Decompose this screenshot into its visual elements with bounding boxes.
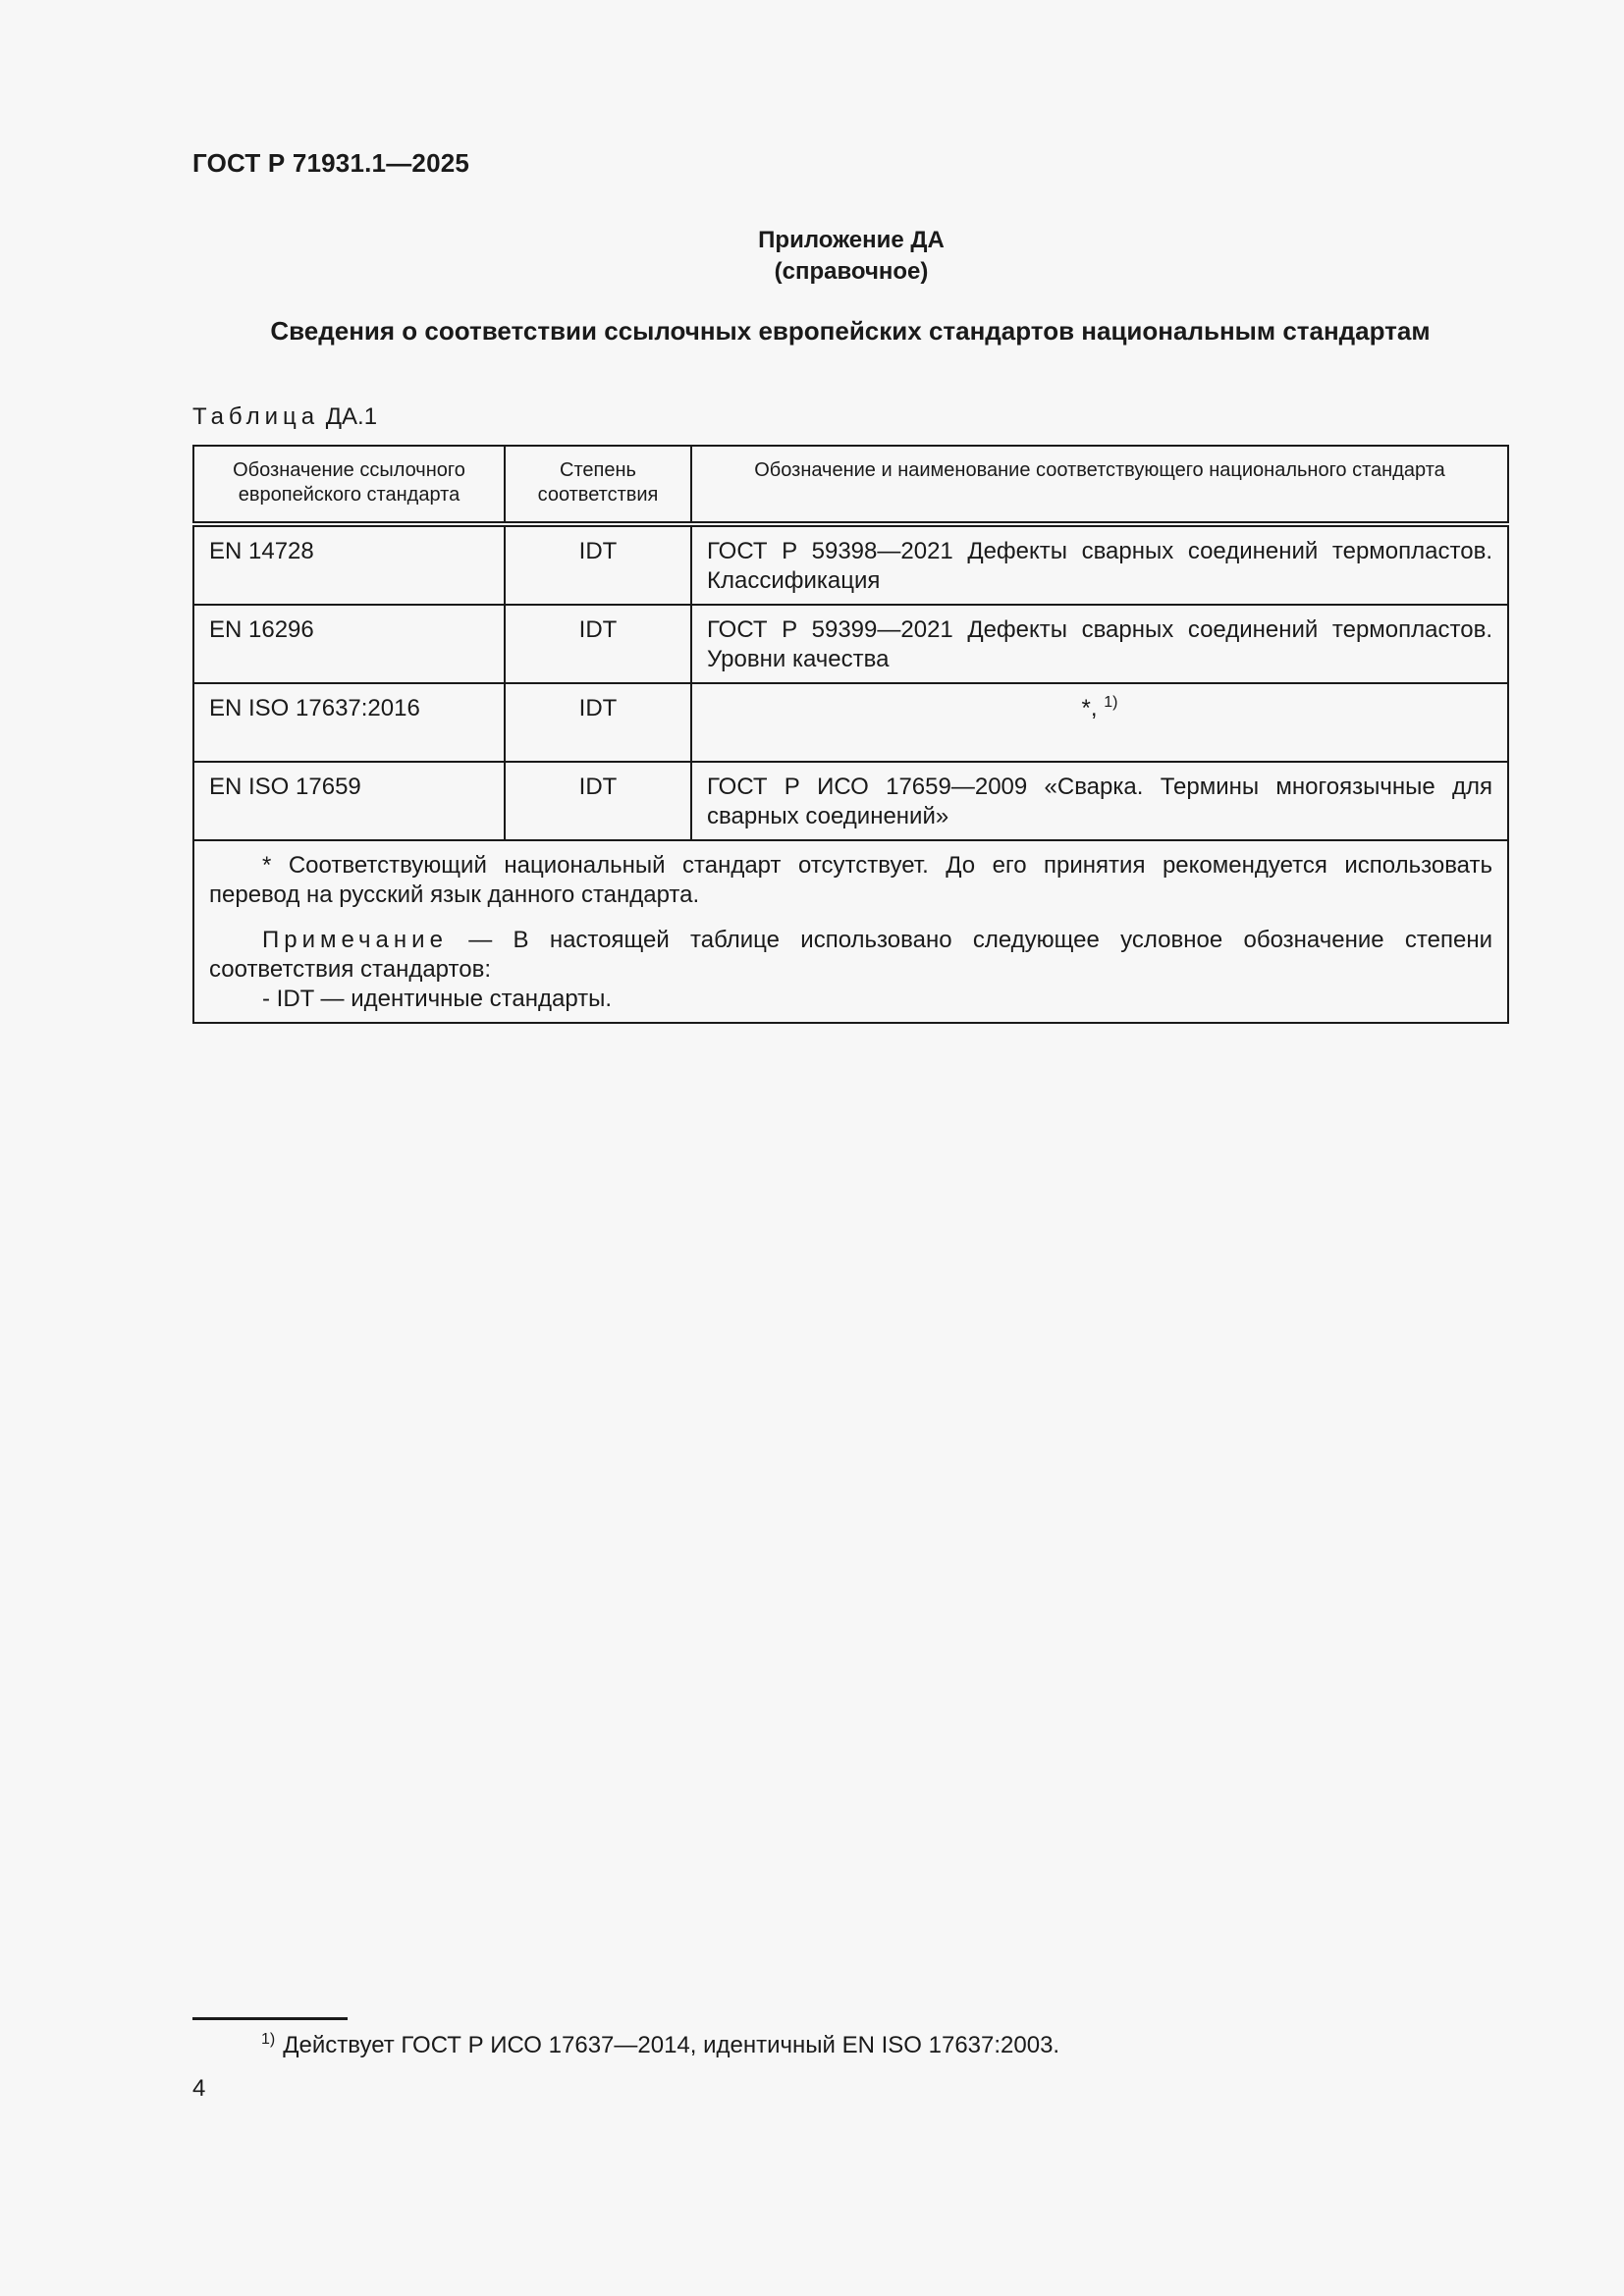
cell-degree: IDT xyxy=(505,762,691,840)
cell-national xyxy=(691,683,1508,762)
cell-ref: EN ISO 17637:2016 xyxy=(193,683,505,762)
annex-subtitle: (справочное) xyxy=(774,258,929,285)
footnote-divider xyxy=(192,2017,348,2020)
document-code: ГОСТ Р 71931.1—2025 xyxy=(192,148,470,178)
cell-degree: IDT xyxy=(505,524,691,605)
note-paragraph xyxy=(209,926,1492,985)
note-text: — В настоящей таблице использовано следующее условное обозначение степени соответствия стандартов: xyxy=(209,927,1492,983)
header-ref-standard: Обозначение ссылочного европейского стандарта xyxy=(193,446,505,524)
annex-title: Приложение ДА xyxy=(758,227,945,253)
table-caption xyxy=(192,403,377,431)
cell-national: ГОСТ Р 59398—2021 Дефекты сварных соединений термопластов. Классификация xyxy=(691,524,1508,605)
cell-degree: IDT xyxy=(505,683,691,762)
cell-ref: EN 16296 xyxy=(193,605,505,683)
note-label: Примечание xyxy=(262,927,448,953)
header-national-standard: Обозначение и наименование соответствующего национального стандарта xyxy=(691,446,1508,524)
cell-national: ГОСТ Р 59399—2021 Дефекты сварных соединений термопластов. Уровни качества xyxy=(691,605,1508,683)
cell-ref: EN ISO 17659 xyxy=(193,762,505,840)
footnote xyxy=(261,2032,1059,2059)
note-star: * Соответствующий национальный стандарт отсутствует. До его принятия рекомендуется использовать перевод на русский язык данного стандарта. xyxy=(209,852,1492,908)
cell-national-text: *, xyxy=(1081,695,1098,721)
correspondence-table xyxy=(192,445,1509,1024)
table-row xyxy=(193,605,1508,683)
footnote-ref-marker[interactable]: 1) xyxy=(1104,694,1118,711)
footnote-marker: 1) xyxy=(261,2031,276,2048)
page-number: 4 xyxy=(192,2075,206,2102)
table-caption-word: Таблица xyxy=(192,403,320,430)
table-notes xyxy=(193,840,1508,1023)
table-header-row xyxy=(193,446,1508,524)
note-item: - IDT — идентичные стандарты. xyxy=(262,986,613,1012)
cell-national: ГОСТ Р ИСО 17659—2009 «Сварка. Термины многоязычные для сварных соединений» xyxy=(691,762,1508,840)
table-row xyxy=(193,762,1508,840)
annex-title-block xyxy=(0,225,1624,288)
table-caption-number: ДА.1 xyxy=(325,403,378,430)
table-notes-row xyxy=(193,840,1508,1023)
cell-ref: EN 14728 xyxy=(193,524,505,605)
table-row xyxy=(193,524,1508,605)
cell-degree: IDT xyxy=(505,605,691,683)
annex-heading: Сведения о соответствии ссылочных европейских стандартов национальным стандартам xyxy=(270,316,1431,346)
footnote-text: Действует ГОСТ Р ИСО 17637—2014, идентичный EN ISO 17637:2003. xyxy=(283,2032,1060,2058)
table-row xyxy=(193,683,1508,762)
header-degree: Степень соответствия xyxy=(505,446,691,524)
